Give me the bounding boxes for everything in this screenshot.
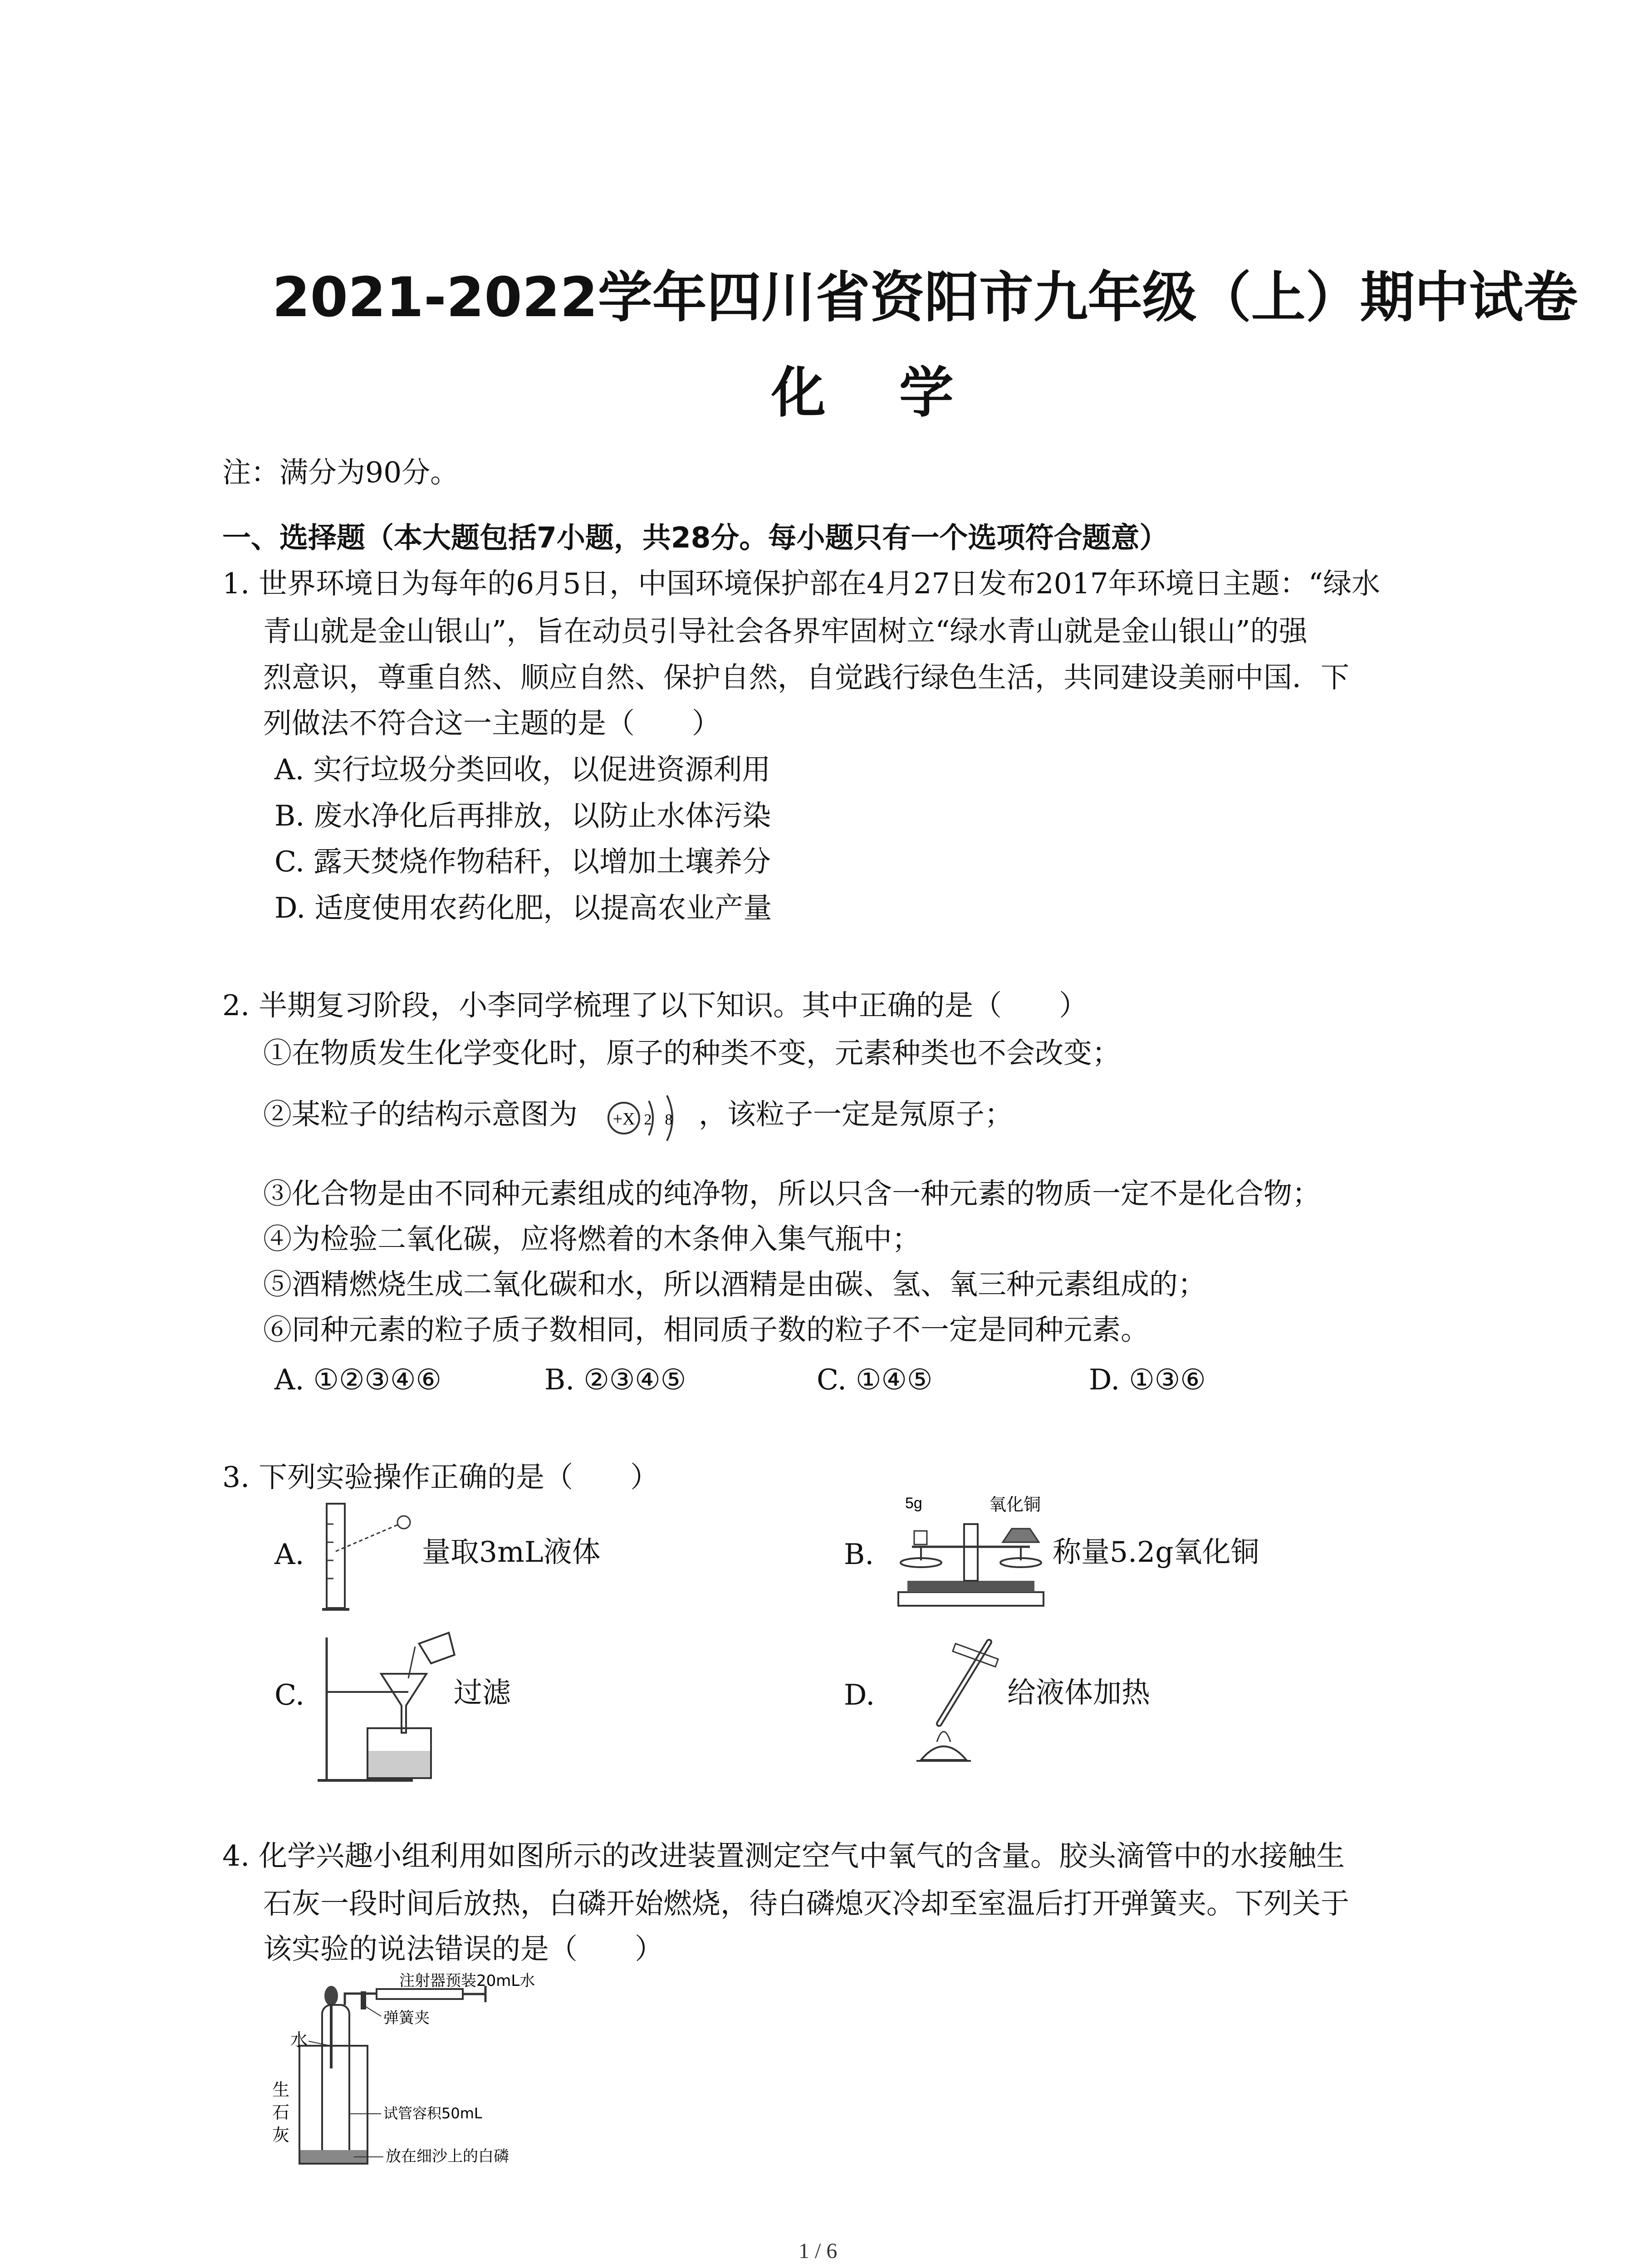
q3-option-a-text: 量取3mL液体 [422,1535,601,1569]
q2-option-c: C. ①④⑤ [817,1363,933,1396]
q2-item-5: ⑤酒精燃烧生成二氧化碳和水，所以酒精是由碳、氢、氧三种元素组成的； [263,1268,1206,1301]
subject-title: 化 学 [771,362,981,425]
weight-5g-label: 5g [905,1495,922,1512]
lime-label-3: 灰 [272,2125,290,2145]
atom-shell-1-count: 2 [644,1111,652,1128]
q2-option-a: A. ①②③④⑥ [274,1363,441,1396]
q3-option-a-letter: A. [274,1538,304,1571]
page-title: 2021-2022学年四川省资阳市九年级（上）期中试卷 [272,266,1578,329]
q2-item-3: ③化合物是由不同种元素组成的纯净物，所以只含一种元素的物质一定不是化合物； [263,1177,1321,1210]
copper-oxide-label: 氧化铜 [989,1495,1041,1515]
q3-option-b-text: 称量5.2g氧化铜 [1053,1535,1259,1569]
q4-line-3: 该实验的说法错误的是（ ） [263,1932,663,1965]
q2-item-2-suffix: ，该粒子一定是氖原子； [699,1098,1013,1131]
q2-option-d: D. ①③⑥ [1089,1363,1206,1396]
graduated-cylinder-illustration [318,1497,422,1615]
page-number: 1 / 6 [798,2239,838,2263]
atom-structure-diagram [603,1091,694,1145]
q3-option-c-letter: C. [274,1678,304,1711]
q1-option-d: D. 适度使用农药化肥，以提高农业产量 [274,891,772,924]
q3-option-c-text: 过滤 [454,1676,511,1709]
q2-item-1: ①在物质发生化学变化时，原子的种类不变，元素种类也不会改变； [263,1036,1121,1070]
q1-line-3: 烈意识，尊重自然、顺应自然、保护自然，自觉践行绿色生活，共同建设美丽中国．下 [263,661,1349,694]
q3-stem: 3. 下列实验操作正确的是（ ） [222,1461,659,1494]
q1-option-b: B. 废水净化后再排放，以防止水体污染 [274,799,771,832]
q1-option-c: C. 露天焚烧作物秸秆，以增加土壤养分 [274,845,771,878]
filtration-illustration [318,1628,463,1787]
lime-label-1: 生 [272,2080,290,2100]
q1-line-4: 列做法不符合这一主题的是（ ） [263,707,720,740]
score-note: 注：满分为90分。 [222,456,459,489]
white-phosphorus-label: 放在细沙上的白磷 [386,2147,509,2165]
q2-item-6: ⑥同种元素的粒子质子数相同，相同质子数的粒子不一定是同种元素。 [263,1313,1149,1346]
atom-nucleus-label: +X [612,1110,635,1129]
water-label: 水 [290,2030,308,2050]
section-heading: 一、选择题（本大题包括7小题，共28分。每小题只有一个选项符合题意） [222,521,1168,554]
q2-item-2-prefix: ②某粒子的结构示意图为 [263,1098,578,1131]
q4-line-2: 石灰一段时间后放热，白磷开始燃烧，待白磷熄灭冷却至室温后打开弹簧夹。下列关于 [263,1887,1349,1920]
heating-liquid-illustration [889,1633,1007,1769]
syringe-label: 注射器预装20mL水 [399,1972,535,1990]
q2-stem: 2. 半期复习阶段，小李同学梳理了以下知识。其中正确的是（ ） [222,989,1088,1022]
q3-option-d-text: 给液体加热 [1007,1676,1150,1709]
q4-line-1: 4. 化学兴趣小组利用如图所示的改进装置测定空气中氧气的含量。胶头滴管中的水接触生 [222,1839,1345,1872]
q1-line-1: 1. 世界环境日为每年的6月5日，中国环境保护部在4月27日发布2017年环境日主题：“绿水 [222,567,1381,600]
tube-volume-label: 试管容积50mL [383,2105,482,2122]
q2-option-b: B. ②③④⑤ [544,1363,686,1396]
clamp-label: 弹簧夹 [383,2009,430,2027]
atom-shell-2-count: 8 [665,1111,673,1128]
q2-item-4: ④为检验二氧化碳，应将燃着的木条伸入集气瓶中； [263,1222,921,1256]
lime-label-2: 石 [272,2102,290,2122]
q1-option-a: A. 实行垃圾分类回收，以促进资源利用 [274,753,771,786]
q3-option-b-letter: B. [844,1538,874,1571]
q3-option-d-letter: D. [844,1678,875,1711]
q1-line-2: 青山就是金山银山”，旨在动员引导社会各界牢固树立“绿水青山就是金山银山”的强 [263,615,1308,648]
balance-scale-illustration [889,1492,1053,1619]
oxygen-content-apparatus-diagram [272,1972,599,2173]
